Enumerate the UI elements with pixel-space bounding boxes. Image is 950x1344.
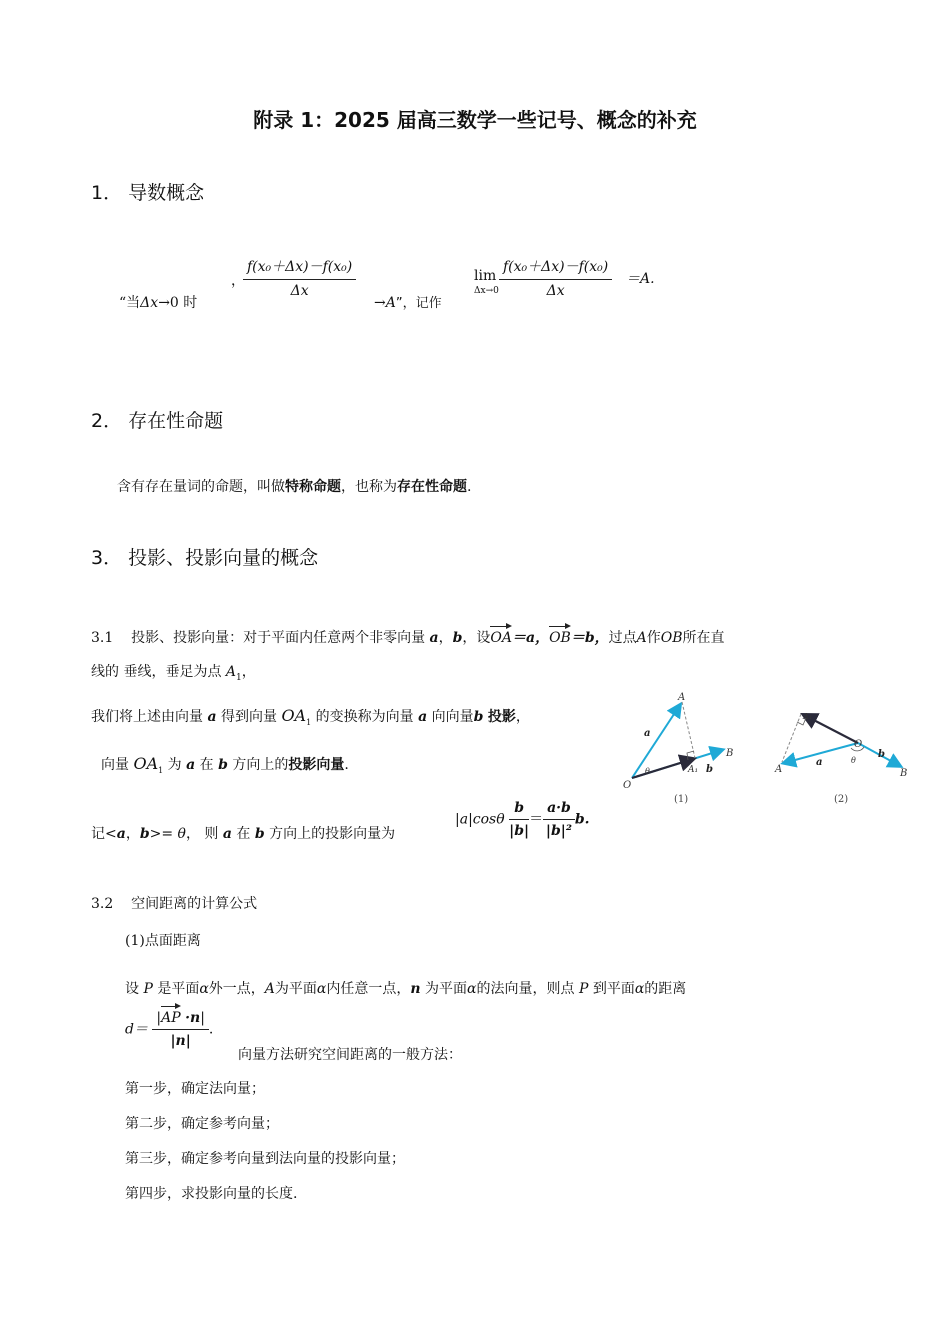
text: 含有存在量词的命题，叫做 (117, 479, 285, 495)
label-A1: A₁ (688, 765, 699, 775)
vector-a: a (207, 709, 217, 725)
vector-b: b (473, 709, 484, 725)
formula-eq: ＝ (529, 811, 544, 828)
text: 的距离 (644, 981, 687, 997)
point-A1: A (225, 664, 237, 680)
text: 线的 垂线，垂足为点 (91, 664, 222, 680)
text: 记< (91, 826, 117, 842)
vector-b: b (254, 826, 265, 842)
text: ＝b， (570, 630, 609, 646)
text: 投影、投影向量：对于平面内任意两个非零向量 (131, 630, 426, 646)
distance-formula: d＝ $\frac{|AP \cdot n|}{|n|}$ . (125, 1010, 214, 1049)
formula-den1: |b| (509, 823, 530, 839)
text: 所在直 (682, 630, 725, 646)
vector-a: a (429, 630, 439, 646)
vector-AP: AP (161, 1010, 181, 1026)
plane-alpha: α (316, 981, 327, 997)
lim-subscript: Δx→0 (474, 286, 499, 296)
plane-alpha: α (199, 981, 209, 997)
limit-A: A (385, 295, 396, 311)
projection-arrow (632, 759, 693, 778)
text: 是平面 (157, 981, 200, 997)
projection-definition-line1 (91, 627, 725, 647)
text: 作 (646, 630, 661, 646)
method-intro: 向量方法研究空间距离的一般方法： (238, 1047, 462, 1063)
text: 的变换称为向量 (315, 709, 414, 725)
caption-1: (1) (674, 794, 689, 805)
normal-n: n (410, 981, 421, 997)
label-A: A (775, 764, 783, 775)
projection-definition-line2 (91, 661, 256, 683)
projection-line3 (91, 706, 530, 727)
label-B: B (726, 748, 734, 759)
vector-a: a (418, 709, 428, 725)
denoted-as: ”，记作 (395, 296, 442, 311)
point-A: A (264, 981, 275, 997)
term-projection: 投影 (487, 709, 516, 725)
text: ， (125, 826, 140, 842)
label-O: O (854, 739, 863, 750)
label-a: a (816, 757, 823, 768)
comma: ， (231, 273, 245, 289)
text: ，设 (462, 630, 491, 646)
formula-num2: a·b (543, 800, 575, 820)
lim-denominator: Δx (546, 283, 565, 299)
text: 外一点， (208, 981, 265, 997)
line-OB: OB (660, 630, 683, 646)
vector-b: b (452, 630, 463, 646)
text: . (344, 757, 349, 773)
vector-a: a (116, 826, 126, 842)
text: 向向量 (431, 709, 474, 725)
text: 在 (199, 757, 214, 773)
projection-arrow (804, 715, 858, 743)
difference-quotient (243, 256, 356, 299)
perpendicular-line (782, 714, 801, 762)
dq-numerator: f(x₀＋Δx)－f(x₀) (243, 256, 356, 280)
arrow-symbol: → (374, 295, 386, 311)
arrow-to-A (374, 292, 442, 311)
label-theta: θ (851, 756, 856, 765)
quote-lead: “当 (119, 295, 141, 311)
text: 方向上的 (232, 757, 289, 773)
term-existential: 存在性命题 (397, 479, 467, 495)
formula-left: |a|cosθ (455, 811, 505, 828)
subsection-label: 3.2 (91, 896, 114, 912)
formula-tail: b. (574, 811, 590, 828)
term-special: 特称命题 (285, 479, 341, 495)
vector-OA1: OA (133, 754, 159, 773)
projection-line5 (91, 823, 395, 843)
angle-theta: θ (177, 826, 186, 842)
section-heading-1: 1． 导数概念 (91, 182, 205, 204)
step-1: 第一步，确定法向量； (125, 1081, 265, 1097)
projection-figure (618, 690, 918, 810)
caption-2: (2) (834, 794, 849, 805)
vector-OA: OA (490, 630, 512, 646)
label-b: b (706, 764, 713, 775)
perpendicular-line (682, 702, 695, 758)
section-heading-2: 2． 存在性命题 (91, 410, 224, 432)
existential-definition (117, 476, 471, 496)
text: ， (241, 664, 256, 680)
point-A: A (636, 630, 647, 646)
subscript: 1 (306, 717, 312, 727)
vector-OB: OB (549, 630, 571, 646)
text: 向量 (101, 757, 129, 773)
figure-1 (623, 692, 733, 805)
formula-den2: |b|² (545, 823, 573, 839)
subsection-heading: 空间距离的计算公式 (131, 896, 258, 912)
text: ， (515, 709, 530, 725)
vector-b: b (218, 757, 228, 773)
dq-denominator: Δx (290, 283, 309, 299)
subsection-3-2 (91, 893, 257, 913)
vector-OA1: OA (281, 706, 307, 725)
text: >= (149, 826, 174, 842)
section-heading-3: 3． 投影、投影向量的概念 (91, 547, 319, 569)
subsection-label: 3.1 (91, 630, 114, 646)
equals-A: ＝A. (626, 271, 655, 287)
text: 为平面 (274, 981, 317, 997)
vector-a-arrow (632, 705, 680, 778)
label-A: A (678, 692, 686, 703)
lim-numerator: f(x₀＋Δx)－f(x₀) (499, 256, 612, 280)
subscript: 1 (158, 765, 164, 775)
text: 过点 (608, 630, 637, 646)
label-B: B (900, 768, 908, 779)
text: ， 则 (185, 826, 219, 842)
delta-x: Δx (140, 295, 159, 311)
step-2: 第二步，确定参考向量； (125, 1116, 279, 1132)
formula-num1: b (509, 800, 529, 820)
term-projection-vector: 投影向量 (288, 757, 345, 773)
vector-a: a (186, 757, 196, 773)
formula-d: d＝ (125, 1021, 148, 1038)
text: 设 (125, 981, 139, 997)
point-plane-definition (125, 978, 686, 998)
text: ，也称为 (341, 479, 397, 495)
label-b: b (878, 749, 885, 760)
label-a: a (644, 728, 651, 739)
text: 的法向量，则点 (476, 981, 575, 997)
text: 为 (167, 757, 182, 773)
text: ＝a， (512, 630, 550, 646)
point-P: P (578, 981, 589, 997)
text: 我们将上述由向量 (91, 709, 203, 725)
text: 内任意一点， (326, 981, 411, 997)
text: ， (438, 630, 453, 646)
text: 到平面 (592, 981, 635, 997)
text: . (467, 479, 472, 495)
formula-denominator: |n| (170, 1033, 191, 1049)
vector-a: a (222, 826, 232, 842)
subscript: 1 (236, 672, 242, 683)
derivative-text-lead (119, 292, 197, 312)
point-P: P (143, 981, 153, 997)
vector-b: b (139, 826, 150, 842)
text: 为平面 (425, 981, 468, 997)
limit-quotient (499, 256, 612, 299)
label-O: O (623, 780, 632, 791)
step-4: 第四步，求投影向量的长度. (125, 1186, 298, 1202)
text: 在 (236, 826, 251, 842)
label-theta: θ (645, 767, 650, 776)
text: 方向上的投影向量为 (269, 826, 396, 842)
projection-line4 (101, 754, 349, 775)
arrow-zero: →0 时 (158, 295, 198, 311)
page-title: 附录 1：2025 届高三数学一些记号、概念的补充 (253, 108, 697, 132)
figure-2 (774, 712, 907, 805)
text: 得到向量 (220, 709, 277, 725)
period: . (208, 1021, 214, 1038)
plane-alpha: α (634, 981, 645, 997)
step-3: 第三步，确定参考向量到法向量的投影向量； (125, 1151, 405, 1167)
plane-alpha: α (467, 981, 477, 997)
dot-n: ·n (185, 1010, 201, 1026)
lim-symbol: lim (474, 268, 497, 284)
label-A1: A₁ (803, 712, 812, 721)
projection-formula (455, 800, 590, 839)
point-plane-distance-heading: (1)点面距离 (125, 933, 201, 949)
